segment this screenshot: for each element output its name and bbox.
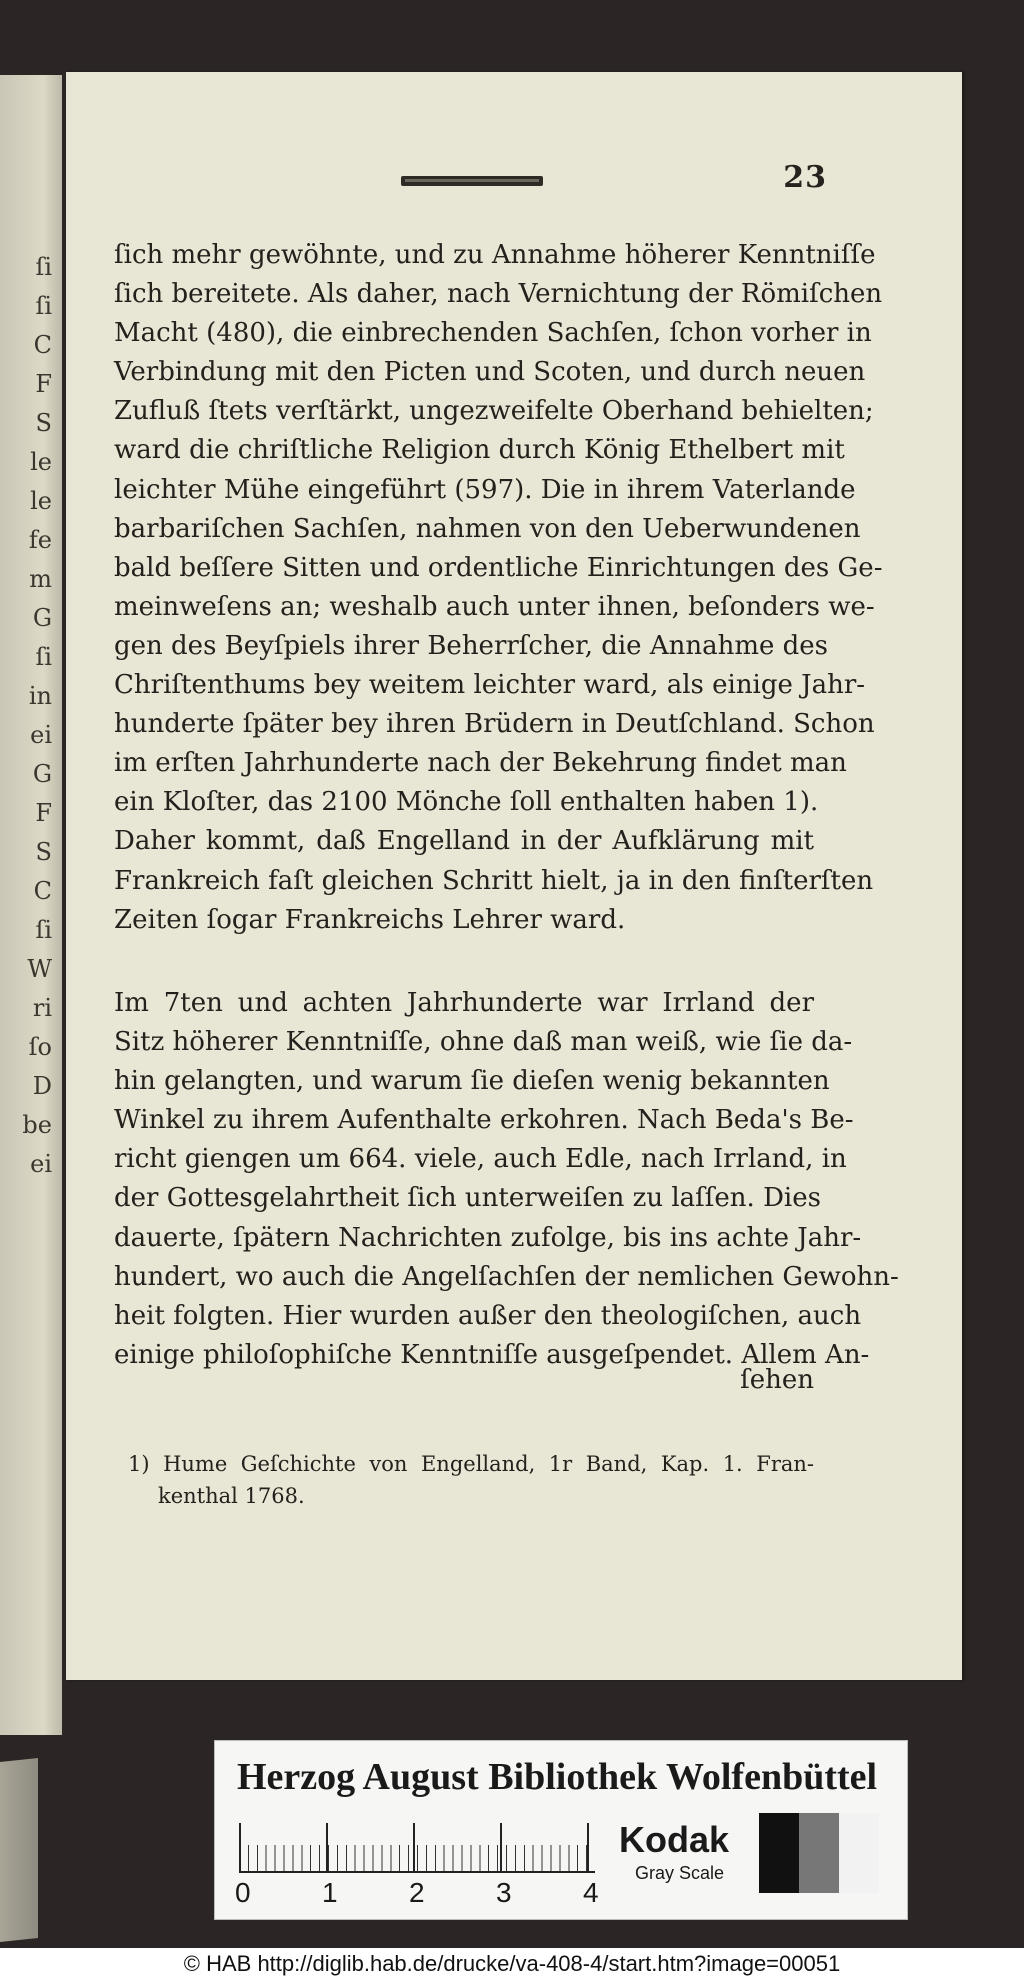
kodak-logo-text: Kodak <box>619 1819 730 1860</box>
text-line: ein Kloſter, das 2100 Mönche ſoll enthalten haben 1). <box>114 787 819 818</box>
facing-page-text-fragment: be <box>22 1111 52 1139</box>
facing-page-text-fragment: ei <box>30 1150 52 1178</box>
footnote <box>128 1448 814 1512</box>
gray-patch <box>839 1813 879 1893</box>
facing-page-text-fragment: ei <box>30 721 52 749</box>
text-line: meinweſens an; weshalb auch unter ihnen, beſonders we- <box>114 591 875 622</box>
text-line: ſich bereitete. Als daher, nach Vernichtung der Römiſchen <box>114 279 883 310</box>
facing-page-text-fragment: C <box>33 331 52 359</box>
facing-page-text-fragment: le <box>30 487 52 515</box>
text-line: dauerte, ſpätern Nachrichten zufolge, bis ins achte Jahr- <box>114 1222 862 1253</box>
gray-scale-label: Gray Scale <box>635 1863 725 1883</box>
facing-page-text-fragment: le <box>30 448 52 476</box>
text-line: Verbindung mit den Picten und Scoten, und durch neuen <box>114 357 866 388</box>
text-line: der Gottesgelahrtheit ſich unterweiſen zu laſſen. Dies <box>114 1183 821 1214</box>
catchword <box>114 1361 814 1400</box>
facing-page-text-fragment: ſi <box>35 643 52 671</box>
footnote-line: kenthal 1768. <box>158 1484 305 1508</box>
ruler-number: 2 <box>409 1877 425 1908</box>
facing-page-text-fragment: in <box>28 682 52 710</box>
ruler-major-tick <box>587 1823 589 1871</box>
copyright-footer: © HAB http://diglib.hab.de/drucke/va-408-4/start.htm?image=00051 <box>0 1948 1024 1980</box>
facing-page-text-fragment: S <box>35 838 52 866</box>
facing-page-text-fragment: G <box>32 604 52 632</box>
text-line: einige philoſophiſche Kenntniſſe ausgeſpendet. Allem An- <box>114 1339 870 1370</box>
ruler-number: 4 <box>583 1877 599 1908</box>
text-line: Zeiten ſogar Frankreichs Lehrer ward. <box>114 904 626 935</box>
paragraph-1 <box>114 236 883 940</box>
text-line: leichter Mühe eingeführt (597). Die in ihrem Vaterlande <box>114 474 856 505</box>
library-name: Herzog August Bibliothek Wolfenbüttel <box>237 1756 878 1798</box>
measurement-ruler <box>239 1821 595 1873</box>
text-line: heit folgten. Hier wurden außer den theologiſchen, auch <box>114 1300 862 1331</box>
page-number: 23 <box>783 160 827 195</box>
facing-page-text-fragment: ſi <box>35 292 52 320</box>
text-line: ſich mehr gewöhnte, und zu Annahme höherer Kenntniſſe <box>114 240 876 270</box>
text-line: Zufluß ſtets verſtärkt, ungezweifelte Oberhand behielten; <box>114 396 874 427</box>
ruler-major-tick <box>239 1823 241 1871</box>
text-line: ward die chriſtliche Religion durch König Ethelbert mit <box>114 435 845 466</box>
facing-page-text-fragment: G <box>32 760 52 788</box>
ruler-numbers <box>235 1877 615 1913</box>
gray-patch <box>799 1813 839 1893</box>
text-line: Frankreich faſt gleichen Schritt hielt, ja in den finſterſten <box>114 865 874 896</box>
facing-page-text-fragment: D <box>32 1072 52 1100</box>
text-line: Im 7ten und achten Jahrhunderte war Irrland der <box>114 988 814 1018</box>
facing-page-text-fragment: ri <box>32 994 52 1022</box>
book-page <box>66 72 962 1680</box>
text-line: hunderte ſpäter bey ihren Brüdern in Deutſchland. Schon <box>114 709 875 740</box>
facing-page-text-fragment: fe <box>28 526 52 554</box>
text-line: bald beſſere Sitten und ordentliche Einrichtungen des Ge- <box>114 552 883 583</box>
facing-page-text-fragment: ſi <box>35 253 52 281</box>
text-line: Sitz höherer Kenntniſſe, ohne daß man weiß, wie ſie da- <box>114 1027 853 1058</box>
text-line: Chriſtenthums bey weitem leichter ward, als einige Jahr- <box>114 670 866 701</box>
ruler-major-tick <box>326 1823 328 1871</box>
facing-page-text-fragment: W <box>27 955 52 983</box>
ruler-major-tick <box>413 1823 415 1871</box>
facing-page-text-fragment: ſo <box>28 1033 52 1061</box>
text-line: Daher kommt, daß Engelland in der Aufklärung mit <box>114 826 814 857</box>
header-ornament-rule <box>401 176 543 186</box>
text-line: hin gelangten, und warum ſie dieſen wenig bekannten <box>114 1066 830 1097</box>
paragraph-2 <box>114 984 899 1375</box>
facing-page-text-fragment: S <box>35 409 52 437</box>
ruler-number: 3 <box>496 1877 512 1908</box>
text-line: hundert, wo auch die Angelſachſen der nemlichen Gewohn- <box>114 1261 899 1292</box>
text-line: richt giengen um 664. viele, auch Edle, nach Irrland, in <box>114 1144 847 1175</box>
text-line: barbariſchen Sachſen, nahmen von den Ueberwundenen <box>114 513 861 544</box>
facing-page-text-fragment: F <box>35 799 52 827</box>
ruler-major-tick <box>500 1823 502 1871</box>
facing-page-text-fragment: ſi <box>35 916 52 944</box>
gray-patch <box>759 1813 799 1893</box>
facing-page-text-fragment: m <box>29 565 52 593</box>
text-line: Macht (480), die einbrechenden Sachſen, ſchon vorher in <box>114 318 872 349</box>
ruler-number: 1 <box>322 1877 338 1908</box>
facing-page-strip <box>0 1758 38 1942</box>
library-color-card <box>214 1740 908 1920</box>
facing-page-text-fragment: C <box>33 877 52 905</box>
text-line: Winkel zu ihrem Aufenthalte erkohren. Nach Beda's Be- <box>114 1105 854 1136</box>
facing-page-edge <box>0 75 62 1735</box>
text-line: gen des Beyſpiels ihrer Beherrſcher, die Annahme des <box>114 630 829 661</box>
footnote-line: 1) Hume Geſchichte von Engelland, 1r Band, Kap. 1. Fran- <box>128 1452 814 1476</box>
text-line: im erſten Jahrhunderte nach der Bekehrung findet man <box>114 748 847 779</box>
catchword-text: ſehen <box>740 1365 814 1395</box>
ruler-number: 0 <box>235 1877 251 1908</box>
facing-page-text-fragment: F <box>35 370 52 398</box>
